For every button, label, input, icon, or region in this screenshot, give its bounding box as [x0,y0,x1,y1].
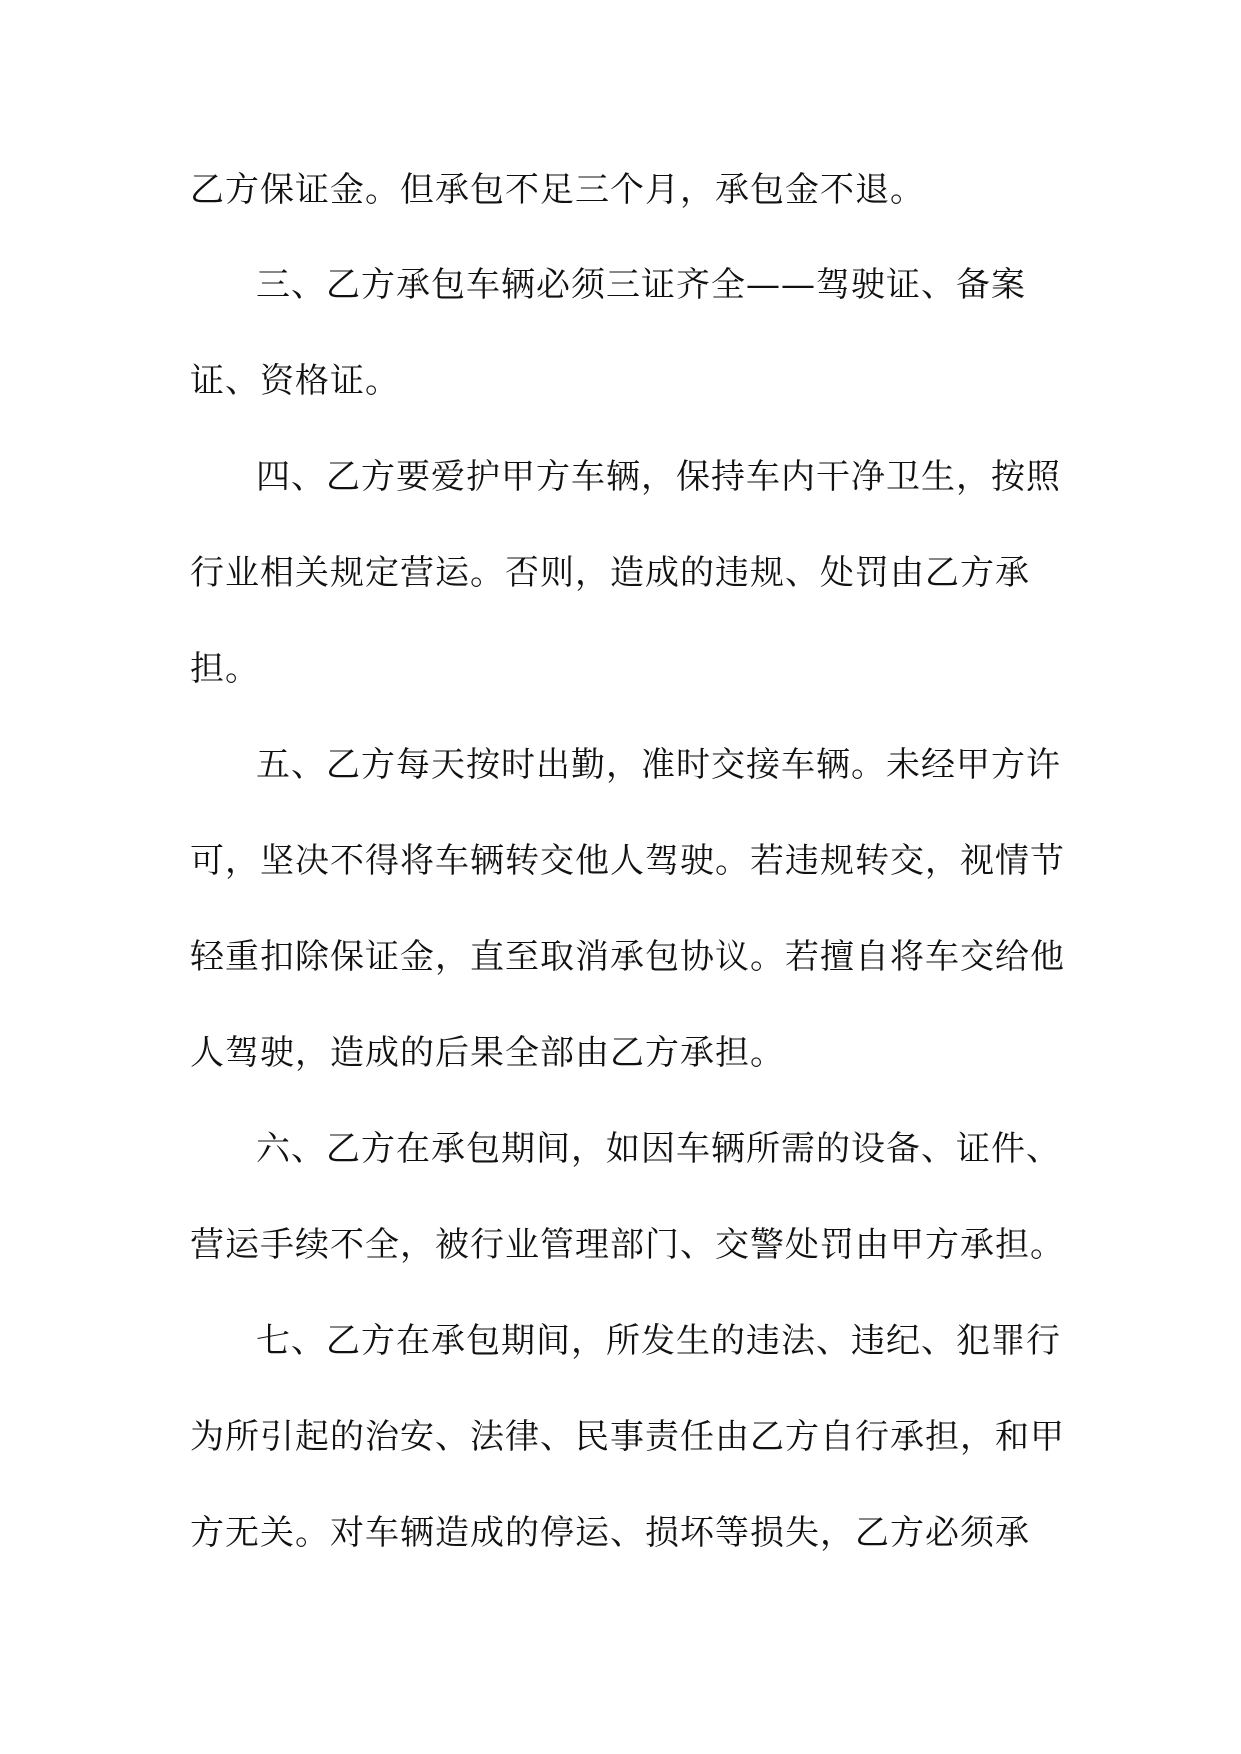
text-line: 人驾驶，造成的后果全部由乙方承担。 [190,1033,785,1073]
clause-3-line: 三、乙方承包车辆必须三证齐全——驾驶证、备案 [256,265,1026,305]
text-line: 轻重扣除保证金，直至取消承包协议。若擅自将车交给他 [190,937,1065,977]
text-line: 行业相关规定营运。否则，造成的违规、处罚由乙方承 [190,553,1030,593]
text-line: 证、资格证。 [190,361,400,401]
text-line: 营运手续不全，被行业管理部门、交警处罚由甲方承担。 [190,1225,1065,1265]
clause-7-line: 七、乙方在承包期间，所发生的违法、违纪、犯罪行 [256,1321,1061,1361]
clause-5-line: 五、乙方每天按时出勤，准时交接车辆。未经甲方许 [256,745,1061,785]
text-line: 可，坚决不得将车辆转交他人驾驶。若违规转交，视情节 [190,841,1065,881]
clause-4-line: 四、乙方要爱护甲方车辆，保持车内干净卫生，按照 [256,457,1061,497]
document-body [190,170,1065,1609]
text-line: 为所引起的治安、法律、民事责任由乙方自行承担，和甲 [190,1417,1065,1457]
text-line: 方无关。对车辆造成的停运、损坏等损失，乙方必须承 [190,1513,1030,1553]
text-line: 乙方保证金。但承包不足三个月，承包金不退。 [190,170,925,210]
text-line: 担。 [190,649,260,689]
clause-6-line: 六、乙方在承包期间，如因车辆所需的设备、证件、 [256,1129,1061,1169]
